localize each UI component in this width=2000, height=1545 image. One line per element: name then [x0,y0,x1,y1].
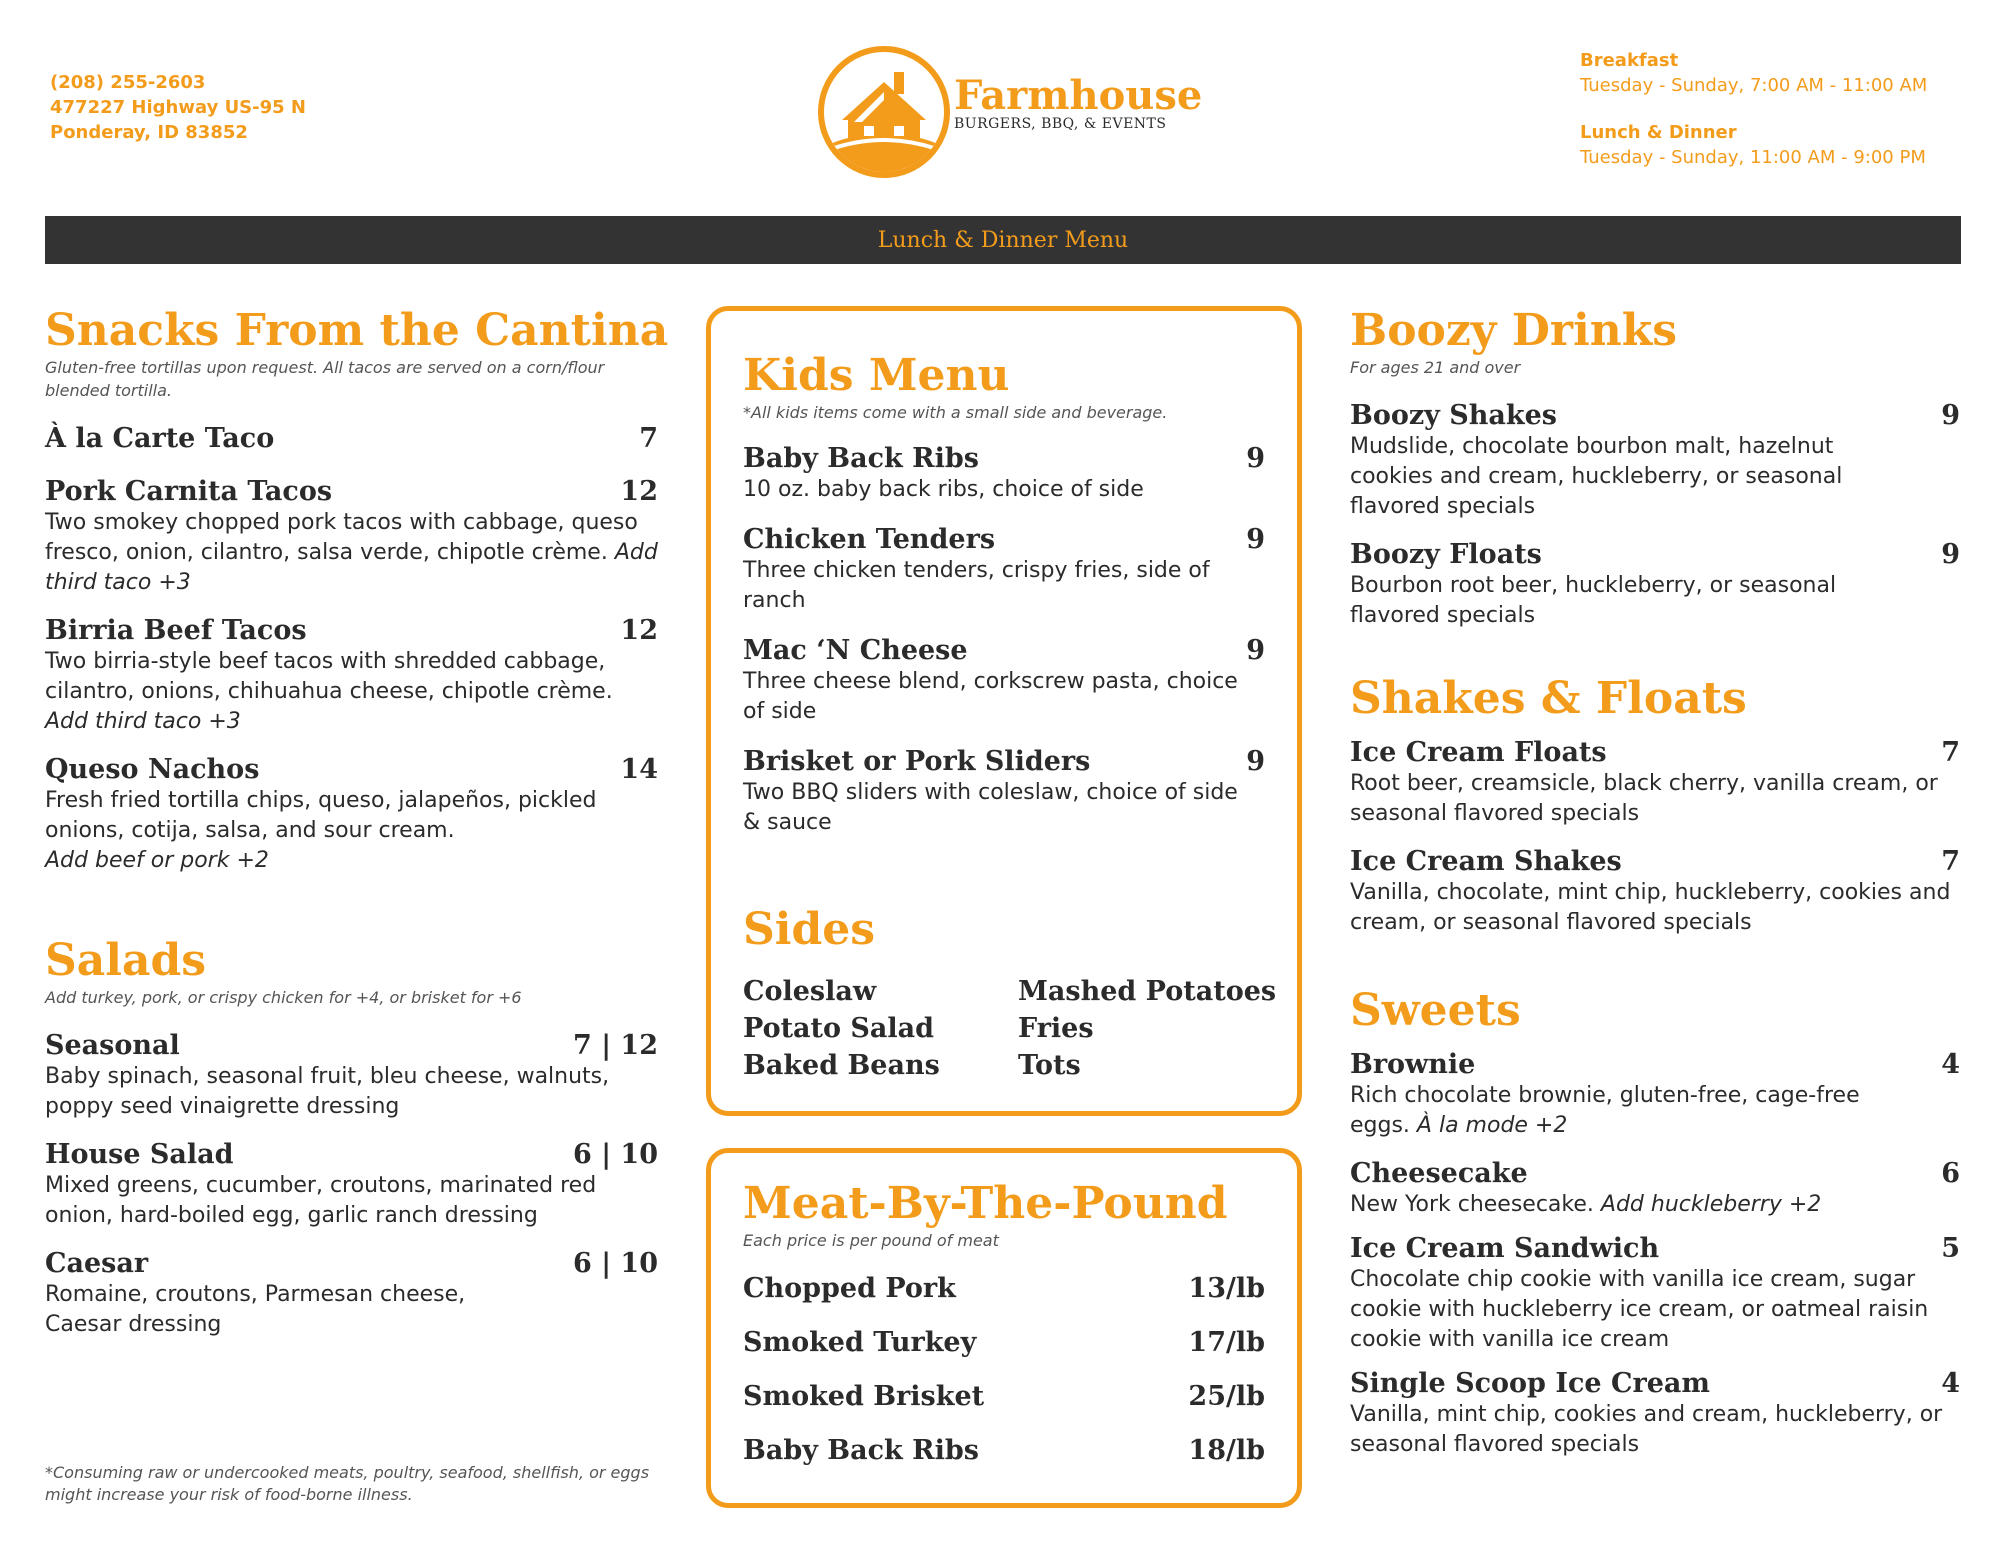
salads-section [45,936,658,1340]
menu-item: Cheesecake 6 New York cheesecake. Add huckleberry +2 [1350,1158,1960,1217]
logo-name: Farmhouse [954,72,1203,119]
lunch-dinner-title: Lunch & Dinner [1580,122,1737,143]
meat-note: Each price is per pound of meat [743,1231,999,1250]
food-safety-disclaimer: *Consuming raw or undercooked meats, poultry, seafood, shellfish, or eggs might increase your risk of food-borne illness. [45,1463,650,1504]
list-item: Coleslaw [743,976,877,1007]
menu-item: Brownie 4 Rich chocolate brownie, gluten-free, cage-free eggs. À la mode +2 [1350,1049,1960,1138]
table-row: Chopped Pork 13/lb [743,1273,1265,1304]
meat-box [706,1148,1302,1508]
address-line-1: 477227 Highway US-95 N [50,97,306,118]
menu-item: Queso Nachos 14 Fresh fried tortilla chips, queso, jalapeños, pickled onions, cotija, salsa, and sour cream. Add beef or pork +2 [45,754,658,873]
lunch-dinner-hours: Tuesday - Sunday, 11:00 AM - 9:00 PM [1580,147,1926,168]
phone-number: (208) 255-2603 [50,72,206,93]
contact-info [50,70,306,145]
kids-note: *All kids items come with a small side and beverage. [743,403,1168,422]
menu-item: Pork Carnita Tacos 12 Two smokey chopped pork tacos with cabbage, queso fresco, onion, cilantro, salsa verde, chipotle crème. Add third taco +3 [45,476,658,595]
shakes-section [1350,674,1960,938]
shakes-title: Shakes & Floats [1350,673,1747,724]
list-item: Potato Salad [743,1013,935,1044]
farmhouse-logo [818,46,1218,176]
menu-item: Ice Cream Sandwich 5 Chocolate chip cookie with vanilla ice cream, sugar cookie with huckleberry ice cream, or oatmeal raisin cookie with vanilla ice cream [1350,1233,1960,1352]
table-row: Smoked Brisket 25/lb [743,1381,1265,1412]
sides-section [743,904,1277,1084]
kids-sides-box [706,306,1302,1116]
menu-item: Mac ‘N Cheese 9 Three cheese blend, corkscrew pasta, choice of side [743,635,1265,724]
boozy-title: Boozy Drinks [1350,305,1678,356]
menu-item: Boozy Shakes 9 Mudslide, chocolate bourbon malt, hazelnut cookies and cream, huckleberry, or seasonal flavored specials [1350,400,1960,519]
address-line-2: Ponderay, ID 83852 [50,122,248,143]
kids-title: Kids Menu [743,350,1010,401]
list-item: Fries [1018,1013,1094,1044]
boozy-section [1350,306,1960,631]
sides-list [743,973,1277,1084]
snacks-section [45,305,669,876]
hours-info [1580,48,1960,170]
menu-item: À la Carte Taco 7 [45,423,658,454]
snacks-note: Gluten-free tortillas upon request. All tacos are served on a corn/flour blended tortilla. [45,358,605,400]
table-row: Smoked Turkey 17/lb [743,1327,1265,1358]
salads-title: Salads [45,935,207,986]
menu-item: Seasonal 7 | 12 Baby spinach, seasonal fruit, bleu cheese, walnuts, poppy seed vinaigrette dressing [45,1030,658,1119]
sides-title: Sides [743,904,876,955]
meat-title: Meat-By-The-Pound [743,1178,1228,1229]
list-item: Tots [1018,1050,1081,1081]
breakfast-title: Breakfast [1580,50,1679,71]
sweets-title: Sweets [1350,985,1521,1036]
list-item: Mashed Potatoes [1018,976,1277,1007]
farmhouse-house-icon [818,46,950,178]
table-row: Baby Back Ribs 18/lb [743,1435,1265,1466]
menu-title: Lunch & Dinner Menu [877,227,1129,253]
snacks-title: Snacks From the Cantina [45,305,669,356]
sweets-section [1350,986,1960,1460]
menu-item: Birria Beef Tacos 12 Two birria-style beef tacos with shredded cabbage, cilantro, onions, chihuahua cheese, chipotle crème. Add third taco +3 [45,615,658,734]
menu-item: Chicken Tenders 9 Three chicken tenders, crispy fries, side of ranch [743,524,1265,613]
menu-item: Single Scoop Ice Cream 4 Vanilla, mint chip, cookies and cream, huckleberry, or seasonal flavored specials [1350,1368,1960,1457]
breakfast-hours: Tuesday - Sunday, 7:00 AM - 11:00 AM [1580,75,1928,96]
menu-item: Ice Cream Floats 7 Root beer, creamsicle, black cherry, vanilla cream, or seasonal flavored specials [1350,737,1960,826]
menu-item: House Salad 6 | 10 Mixed greens, cucumber, croutons, marinated red onion, hard-boiled egg, garlic ranch dressing [45,1139,658,1228]
menu-item: Caesar 6 | 10 Romaine, croutons, Parmesan cheese, Caesar dressing [45,1248,658,1337]
salads-note: Add turkey, pork, or crispy chicken for +4, or brisket for +6 [45,988,522,1007]
menu-item: Baby Back Ribs 9 10 oz. baby back ribs, choice of side [743,443,1265,502]
meat-section [743,1179,1265,1478]
logo-tagline: BURGERS, BBQ, & EVENTS [954,116,1167,132]
menu-item: Brisket or Pork Sliders 9 Two BBQ sliders with coleslaw, choice of side & sauce [743,746,1265,835]
kids-section [743,351,1265,838]
list-item: Baked Beans [743,1050,940,1081]
boozy-note: For ages 21 and over [1350,358,1521,377]
menu-item: Ice Cream Shakes 7 Vanilla, chocolate, mint chip, huckleberry, cookies and cream, or seasonal flavored specials [1350,846,1960,935]
menu-title-bar [45,216,1961,264]
menu-item: Boozy Floats 9 Bourbon root beer, huckleberry, or seasonal flavored specials [1350,539,1960,628]
